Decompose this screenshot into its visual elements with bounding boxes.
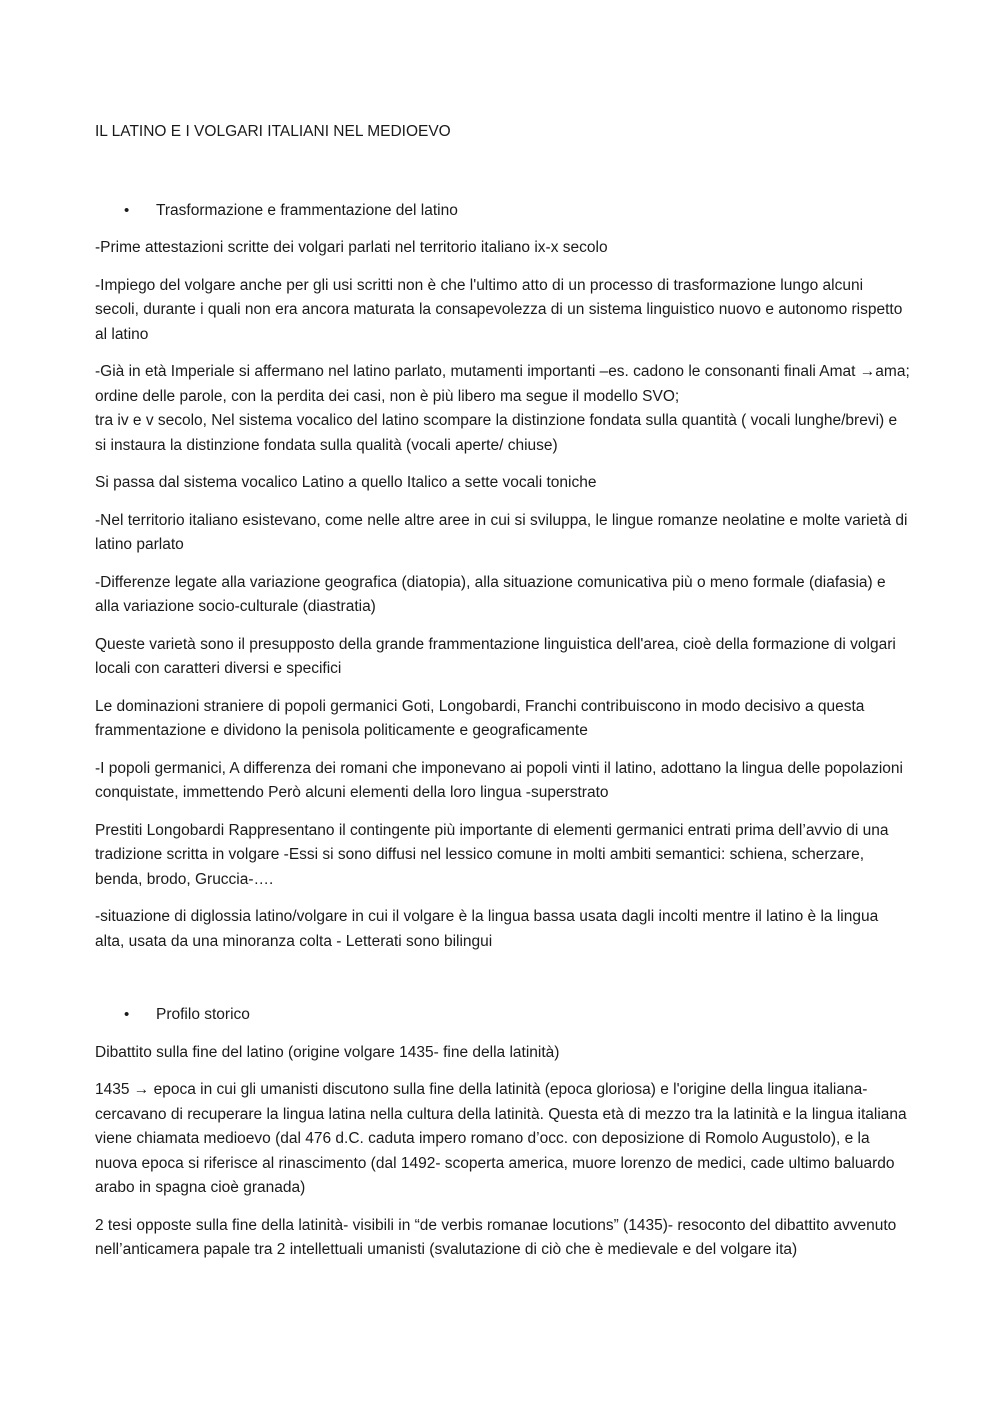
section-heading-label: Trasformazione e frammentazione del latino: [156, 201, 458, 219]
section-spacer: [95, 967, 910, 1003]
paragraph: -situazione di diglossia latino/volgare in cui il volgare è la lingua bassa usata dagli incolti mentre il latino è la lingua alta, usata da una minoranza colta - Letterati sono bilingui: [95, 908, 879, 950]
paragraph: 2 tesi opposte sulla fine della latinità- visibili in “de verbis romanae locutions” (1435)- resoconto del dibattito avvenuto nell’anticamera papale tra 2 intellettuali umanisti (svalutazione di ciò che è medievale e del volgare ita): [95, 1216, 897, 1258]
paragraph: -Prime attestazioni scritte dei volgari parlati nel territorio italiano ix-x secolo: [95, 239, 608, 256]
paragraph: tra iv e v secolo, Nel sistema vocalico del latino scompare la distinzione fondata sulla quantità ( vocali lunghe/brevi) e si instaura la distinzione fondata sulla qualità (vocali aperte/ chiuse): [95, 412, 898, 454]
paragraph: -Differenze legate alla variazione geografica (diatopia), alla situazione comunicativa più o meno formale (diafasia) e alla variazione socio-culturale (diastratia): [95, 573, 886, 615]
paragraph: -Già in età Imperiale si affermano nel latino parlato, mutamenti importanti –es. cadono le consonanti finali Amat →ama; ordine delle parole, con la perdita dei casi, non è più libero ma segue il modello SVO;: [95, 363, 910, 405]
paragraph: Le dominazioni straniere di popoli germanici Goti, Longobardi, Franchi contribuiscono in modo decisivo a questa frammentazione e dividono la penisola politicamente e geograficamente: [95, 697, 865, 739]
section-heading-label: Profilo storico: [156, 1006, 250, 1023]
paragraph: 1435 → epoca in cui gli umanisti discutono sulla fine della latinità (epoca gloriosa) e l'origine della lingua italiana- cercavano di recuperare la lingua latina nella cultura della latinità. Questa età di mezzo tra la latinità e la lingua italiana viene chiamata medioevo (dal 476 d.C. caduta impero romano d’occ. con deposizione di Romolo Augustolo), e la nuova epoca si riferisce al rinascimento (dal 1492- scoperta america, muore lorenzo de medici, cade ultimo baluardo arabo in spagna cioè granada): [95, 1081, 907, 1196]
bullet-icon: •: [124, 201, 130, 219]
section-heading-profilo-storico: [95, 1003, 910, 1028]
paragraph: Queste varietà sono il presupposto della grande frammentazione linguistica dell'area, cioè della formazione di volgari locali con caratteri diversi e specifici: [95, 635, 896, 677]
document-page: [95, 120, 910, 1276]
paragraph: -Nel territorio italiano esistevano, come nelle altre aree in cui si sviluppa, le lingue romanze neolatine e molte varietà di latino parlato: [95, 511, 908, 553]
section-heading-trasformazione: [95, 199, 910, 224]
bullet-icon: •: [124, 1006, 130, 1023]
paragraph: Si passa dal sistema vocalico Latino a quello Italico a sette vocali toniche: [95, 474, 597, 491]
paragraph: -I popoli germanici, A differenza dei romani che imponevano ai popoli vinti il latino, adottano la lingua delle popolazioni conquistate, immettendo Però alcuni elementi della loro lingua -superstrato: [95, 759, 903, 801]
paragraph: -Impiego del volgare anche per gli usi scritti non è che l'ultimo atto di un processo di trasformazione lungo alcuni secoli, durante i quali non era ancora maturata la consapevolezza di un sistema linguistico nuovo e autonomo rispetto al latino: [95, 276, 903, 343]
paragraph: Dibattito sulla fine del latino (origine volgare 1435- fine della latinità): [95, 1043, 560, 1061]
document-title: IL LATINO E I VOLGARI ITALIANI NEL MEDIOEVO: [95, 123, 451, 140]
paragraph: Prestiti Longobardi Rappresentano il contingente più importante di elementi germanici entrati prima dell’avvio di una tradizione scritta in volgare -Essi si sono diffusi nel lessico comune in molti ambiti semantici: schiena, scherzare, benda, brodo, Gruccia-….: [95, 821, 889, 888]
